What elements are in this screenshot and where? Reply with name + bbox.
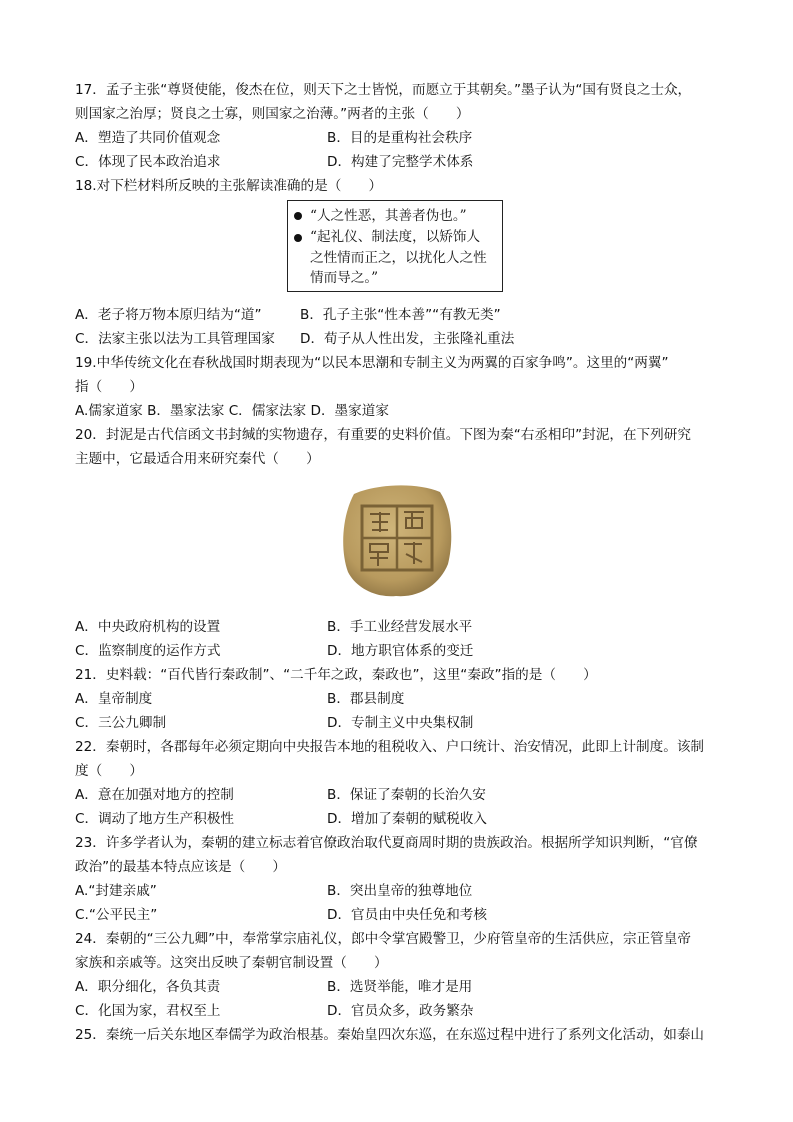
option-24-c[interactable]: C．化国为家，君权至上	[75, 1003, 221, 1019]
option-21-b[interactable]: B．郡县制度	[327, 691, 405, 707]
option-22-d[interactable]: D．增加了秦朝的赋税收入	[327, 811, 487, 827]
question-17-line-2: 则国家之治厚；贤良之士寡，则国家之治薄。”两者的主张（ ）	[75, 106, 470, 122]
option-18-c[interactable]: C．法家主张以法为工具管理国家	[75, 331, 275, 347]
bullet-icon	[294, 212, 302, 220]
option-22-a[interactable]: A．意在加强对地方的控制	[75, 787, 234, 803]
option-23-a[interactable]: A.“封建亲戚”	[75, 883, 157, 899]
option-23-b[interactable]: B．突出皇帝的独尊地位	[327, 883, 473, 899]
question-17-line-1: 17．孟子主张“尊贤使能，俊杰在位，则天下之士皆悦，而愿立于其朝矣。”墨子认为“国有贤良之士众，	[75, 82, 692, 98]
question-21-line-1: 21．史料载：“百代皆行秦政制”、“二千年之政，秦政也”，这里“秦政”指的是（ ）	[75, 667, 597, 683]
question-20-line-1: 20．封泥是古代信函文书封缄的实物遗存，有重要的史料价值。下图为秦“右丞相印”封泥，在下列研究	[75, 427, 691, 443]
option-24-b[interactable]: B．选贤举能，唯才是用	[327, 979, 473, 995]
option-20-a[interactable]: A．中央政府机构的设置	[75, 619, 221, 635]
quote-line-1: “人之性恶，其善者伪也。”	[310, 208, 467, 224]
option-17-c[interactable]: C．体现了民本政治追求	[75, 154, 221, 170]
question-22-line-1: 22．秦朝时，各郡每年必须定期向中央报告本地的租税收入、户口统计、治安情况，此即上计制度。该制	[75, 739, 705, 755]
question-18-line-1: 18.对下栏材料所反映的主张解读准确的是（ ）	[75, 178, 383, 194]
option-21-a[interactable]: A．皇帝制度	[75, 691, 153, 707]
option-20-c[interactable]: C．监察制度的运作方式	[75, 643, 221, 659]
clay-seal-picture	[336, 480, 458, 602]
option-22-c[interactable]: C．调动了地方生产积极性	[75, 811, 235, 827]
option-17-d[interactable]: D．构建了完整学术体系	[327, 154, 474, 170]
option-21-d[interactable]: D．专制主义中央集权制	[327, 715, 474, 731]
question-24-line-2: 家族和亲戚等。这突出反映了秦朝官制设置（ ）	[75, 955, 388, 971]
option-21-c[interactable]: C．三公九卿制	[75, 715, 167, 731]
quote-box	[287, 200, 503, 292]
option-24-a[interactable]: A．职分细化，各负其责	[75, 979, 221, 995]
question-20-line-2: 主题中，它最适合用来研究秦代（ ）	[75, 451, 320, 467]
question-24-line-1: 24．秦朝的“三公九卿”中，奉常掌宗庙礼仪，郎中令掌宫殿警卫，少府管皇帝的生活供应，宗正管皇帝	[75, 931, 691, 947]
question-19-line-2: 指（ ）	[75, 379, 143, 395]
option-22-b[interactable]: B．保证了秦朝的长治久安	[327, 787, 486, 803]
seal-image	[336, 480, 458, 602]
option-20-d[interactable]: D．地方职官体系的变迁	[327, 643, 474, 659]
question-19-line-1: 19.中华传统文化在春秋战国时期表现为“以民本思潮和专制主义为两翼的百家争鸣”。这里的“两翼”	[75, 355, 669, 371]
option-24-d[interactable]: D．官员众多，政务繁杂	[327, 1003, 474, 1019]
question-25-line-1: 25．秦统一后关东地区奉儒学为政治根基。秦始皇四次东巡，在东巡过程中进行了系列文化活动，如泰山	[75, 1027, 705, 1043]
option-18-d[interactable]: D．荀子从人性出发，主张隆礼重法	[300, 331, 515, 347]
quote-line-2: “起礼仪、制法度，以矫饰人	[310, 229, 481, 245]
quote-line-4: 情而导之。”	[310, 270, 379, 286]
option-17-b[interactable]: B．目的是重构社会秩序	[327, 130, 473, 146]
option-18-a[interactable]: A．老子将万物本原归结为“道”	[75, 307, 262, 323]
option-17-a[interactable]: A．塑造了共同价值观念	[75, 130, 221, 146]
question-23-line-1: 23．许多学者认为，秦朝的建立标志着官僚政治取代夏商周时期的贵族政治。根据所学知识判断，“官僚	[75, 835, 698, 851]
question-22-line-2: 度（ ）	[75, 763, 143, 779]
option-23-d[interactable]: D．官员由中央任免和考核	[327, 907, 487, 923]
option-20-b[interactable]: B．手工业经营发展水平	[327, 619, 473, 635]
option-23-c[interactable]: C.“公平民主”	[75, 907, 158, 923]
bullet-icon	[294, 234, 302, 242]
option-18-b[interactable]: B．孔子主张“性本善”“有教无类”	[300, 307, 501, 323]
quote-line-3: 之性情而正之，以扰化人之性	[310, 250, 487, 266]
question-23-line-2: 政治”的最基本特点应该是（ ）	[75, 859, 286, 875]
option-19-line[interactable]: A.儒家道家 B．墨家法家 C．儒家法家 D．墨家道家	[75, 403, 389, 419]
